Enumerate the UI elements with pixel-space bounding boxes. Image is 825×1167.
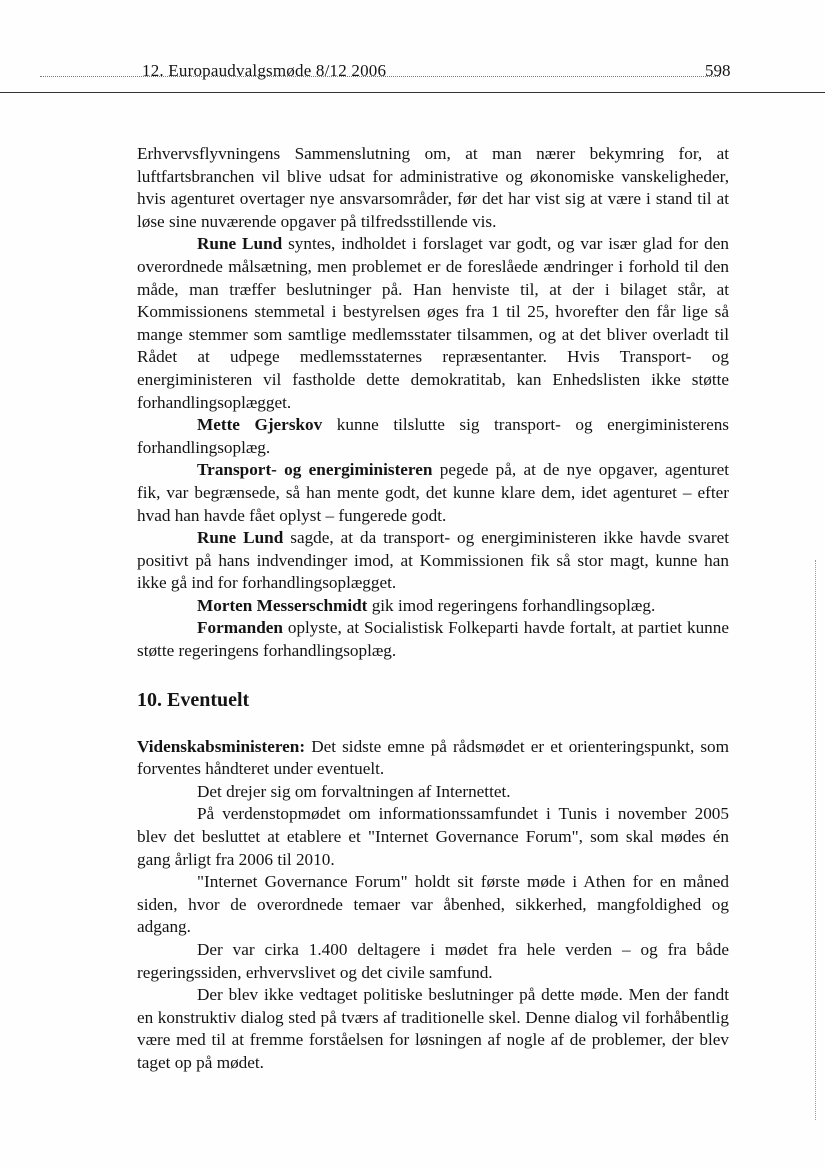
paragraph bbox=[137, 527, 729, 595]
paragraph: "Internet Governance Forum" holdt sit første møde i Athen for en måned siden, hvor de overordnede temaer var åbenhed, sikkerhed, mangfoldighed og adgang. bbox=[137, 872, 729, 937]
paragraph: Det drejer sig om forvaltningen af Internettet. bbox=[197, 781, 511, 801]
statement-text: sagde, at da transport- og energiministeren ikke havde svaret positivt på hans indvendinger imod, at Kommissionen fik så stor magt, kunne han ikke gå ind for forhandlingsoplægget. bbox=[137, 528, 729, 593]
page-number: 598 bbox=[705, 61, 731, 80]
statement-text: gik imod regeringens forhandlingsoplæg. bbox=[367, 595, 656, 615]
header-rule bbox=[0, 92, 825, 93]
paragraph: Der var cirka 1.400 deltagere i mødet fra hele verden – og fra både regeringssiden, erhvervslivet og det civile samfund. bbox=[137, 940, 729, 982]
paragraph: Der blev ikke vedtaget politiske beslutninger på dette møde. Men der fandt en konstruktiv dialog sted på tværs af traditionelle skel. Denne dialog vil forhåbentlig være med til at fremme forståelsen for løsningen af nogle af de problemer, der blev taget op på mødet. bbox=[137, 985, 729, 1072]
section-heading: 10. Eventuelt bbox=[137, 688, 250, 711]
speaker-name: Rune Lund bbox=[197, 528, 284, 548]
speaker-name: Rune Lund bbox=[197, 234, 283, 254]
speaker-name: Formanden bbox=[197, 618, 283, 638]
page-header bbox=[0, 56, 825, 96]
statement-text: kunne tilslutte sig transport- og energiministerens forhandlingsoplæg. bbox=[137, 415, 729, 457]
statement-text: oplyste, at Socialistisk Folkeparti havde fortalt, at partiet kunne støtte regeringens forhandlingsoplæg. bbox=[137, 618, 729, 661]
speaker-name: Mette Gjerskov bbox=[197, 415, 323, 435]
statement-text: pegede på, at de nye opgaver, agenturet fik, var begrænsede, så han mente godt, det kunne klare dem, idet agenturet – efter hvad han havde fået oplyst – fungerede godt. bbox=[137, 460, 729, 525]
scan-margin-line bbox=[815, 560, 816, 1120]
statement-text: syntes, indholdet i forslaget var godt, og var især glad for den overordnede målsætning, men problemet er de foreslåede ændringer i forhold til den måde, man træffer beslutninger på. Han henviste til, at der i bilaget står, at Kommissionens stemmetal i bestyrelsen øges fra 1 til 25, hvorefter den får lige så mange stemmer som samtlige medlemsstater tilsammen, og at det bliver overladt til Rådet at udpege medlemsstaternes repræsentanter. Hvis Transport- og energiministeren vil fastholde dette demokratitab, kan Enhedslisten ikke støtte forhandlingsoplægget. bbox=[137, 234, 729, 412]
paragraph: På verdenstopmødet om informationssamfundet i Tunis i november 2005 blev det besluttet at etablere et "Internet Governance Forum", som skal mødes én gang årligt fra 2006 til 2010. bbox=[137, 804, 729, 869]
paragraph bbox=[137, 233, 729, 414]
speaker-name: Transport- og energiministeren bbox=[197, 460, 433, 480]
speaker-name: Morten Messerschmidt bbox=[197, 595, 368, 615]
paragraph bbox=[137, 414, 729, 459]
header-dotted-rule bbox=[40, 76, 720, 77]
paragraph bbox=[137, 617, 729, 662]
document-body bbox=[137, 143, 729, 1075]
paragraph: Erhvervsflyvningens Sammenslutning om, at man nærer bekymring for, at luftfartsbranchen vil blive udsat for administrative og økonomiske vanskeligheder, hvis agenturet overtager nye ansvarsområder, før det har vist sig at være i stand til at løse sine nuværende opgaver på tilfredsstillende vis. bbox=[137, 144, 729, 231]
paragraph bbox=[137, 595, 729, 618]
speaker-name: Videnskabsministeren: bbox=[137, 736, 306, 756]
statement-text: Det sidste emne på rådsmødet er et orienteringspunkt, som forventes håndteret under eventuelt. bbox=[137, 736, 729, 779]
paragraph bbox=[137, 459, 729, 527]
paragraph bbox=[137, 736, 729, 781]
meeting-title: 12. Europaudvalgsmøde 8/12 2006 bbox=[142, 61, 387, 80]
